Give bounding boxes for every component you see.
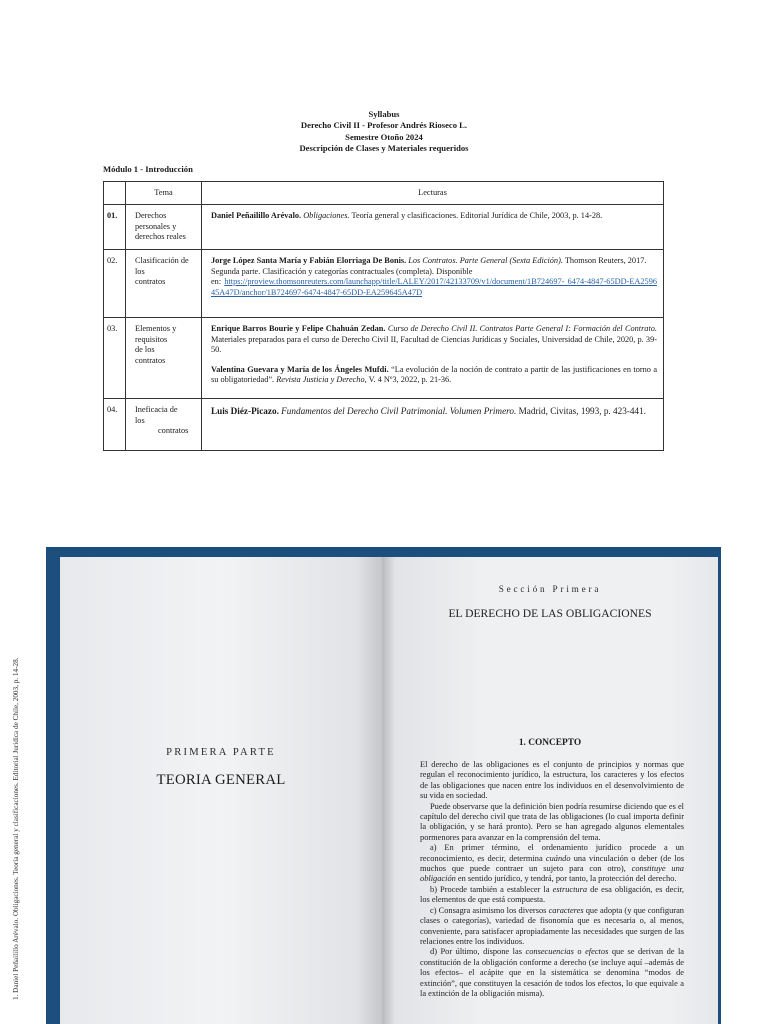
module-title: Módulo 1 - Introducción [103, 164, 193, 174]
row-tema [126, 250, 202, 318]
side-footnote: 1. Daniel Peñailillo Arévalo. Obligaciones. Teoría general y clasificaciones. Editorial Jurídica de Chile, 2003, p. 14-28. [12, 657, 20, 1000]
table-header-row [104, 182, 664, 205]
header-line-2: Derecho Civil II - Profesor Andrés Rioseco L. [300, 120, 468, 131]
book-part-title: TEORIA GENERAL [156, 772, 286, 788]
row-number: 04. [104, 399, 126, 451]
header-line-1: Syllabus [368, 109, 400, 119]
reading-link[interactable]: https://proview.thomsonreuters.com/launchapp/title/LALEY/2017/42133709/v1/document/1B724697- 6474-4847-65DD-EA259645A47D/anchor/1B724697-6474-4847-65DD-EA259645A47D [211, 277, 657, 297]
reading-details: Materiales preparados para el curso de Derecho Civil II, Facultad de Ciencias Jurídicas y Sociales, Universidad de Chile, 2020, p. 39-50. [211, 334, 657, 354]
header-lecturas: Lecturas [202, 182, 664, 205]
tema-line: Ineficacia de [135, 405, 178, 414]
spacer [211, 356, 657, 365]
reading-link-line [211, 277, 657, 298]
reading-author: Enrique Barros Bourie y Felipe Chahuán Zedan. [211, 324, 386, 333]
reading-author: Daniel Peñailillo Arévalo. [211, 211, 302, 220]
row-lecturas [202, 399, 664, 451]
tema-line: contratos [135, 355, 166, 365]
syllabus-table [103, 181, 664, 451]
row-tema [126, 318, 202, 399]
header-tema: Tema [126, 182, 202, 205]
row-lecturas [202, 250, 664, 318]
tema-line: requisitos [135, 334, 168, 344]
book-heading: 1. CONCEPTO [518, 738, 582, 748]
row-lecturas [202, 318, 664, 399]
row-tema [126, 205, 202, 250]
reading-quote: “La evolución de la noción de contrato a partir de las justificaciones en torno a su obligatoriedad”. [211, 364, 658, 384]
book-section-title: EL DERECHO DE LAS OBLIGACIONES [448, 607, 652, 620]
table-row [104, 205, 664, 250]
reading-details: V. 4 Nº3, 2022, p. 21-36. [368, 375, 452, 384]
row-number: 03. [104, 318, 126, 399]
book-paragraph: El derecho de las obligaciones es el conjunto de principios y normas que regulan el reconocimiento jurídico, la estructura, los caracteres y los efectos de las obligaciones que nacen entre los individuos en el desenvolvimiento de su vida en sociedad. [420, 760, 684, 801]
reading-title: Obligaciones. [303, 211, 350, 220]
reading-details: Madrid, Civitas, 1993, p. 423-441. [518, 406, 646, 416]
reading-title: Curso de Derecho Civil II. Contratos Parte General I: Formación del Contrato. [387, 324, 657, 333]
reading-details: Teoría general y clasificaciones. Editorial Jurídica de Chile, 2003, p. 14-28. [351, 211, 603, 220]
reading-title: Revista Justicia y Derecho, [276, 375, 367, 384]
book-paragraph: Puede observarse que la definición bien podría resumirse diciendo que es el capítulo del derecho civil que trata de las obligaciones (lo cual importa definir la obligación, y se hará pronto). Pero se han agregado algunos elementales pormenores para avanzar en la comprensión del tema. [420, 801, 684, 842]
tema-line: los [135, 266, 145, 276]
tema-line: Clasificación de [135, 256, 189, 265]
book-paragraph: c) Consagra asimismo los diversos caracteres que adopta (y que configuran clases o categorías), variedad de fisonomía que es necesaria o, al menos, conveniente, para satisfacer apropiadamente las necesidades que surgen de las relaciones entre los individuos. [420, 905, 684, 946]
tema-line: de los [135, 345, 155, 354]
table-row [104, 318, 664, 399]
row-lecturas [202, 205, 664, 250]
book-left-page [60, 557, 382, 1024]
reading-title: Fundamentos del Derecho Civil Patrimonial. Volumen Primero. [281, 406, 517, 416]
tema-line: derechos reales [135, 232, 186, 241]
tema-line: contratos [135, 277, 166, 286]
book-paragraph: d) Por último, dispone las consecuencias o efectos que se derivan de la constitución de la obligación conforme a derecho (se incluye aquí –además de los efectos– el acápite que en la sistemática se denomina “modos de extinción”, que constituyen la cesación de todos los efectos, lo que equivale a la extinción de la obligación misma). [420, 947, 685, 998]
row-tema [126, 399, 202, 451]
tema-line: los [135, 415, 145, 425]
tema-line: Derechos [135, 211, 167, 220]
book-paragraph: a) En primer término, el ordenamiento jurídico procede a un reconocimiento, es decir, determina cuándo una vinculación o deber (de los muchos que puede contraer un sujeto para con otro), constituye una obligación en sentido jurídico, y tendrá, por tanto, la protección del derecho. [420, 843, 685, 884]
book-scan-image [46, 547, 721, 1024]
book-body-text [420, 760, 684, 999]
reading-en-label: en: [211, 277, 222, 286]
syllabus-header [0, 109, 768, 154]
book-section-label: Sección Primera [498, 584, 602, 594]
reading-author: Luis Diéz-Picazo. [211, 406, 279, 416]
row-number: 01. [104, 205, 126, 250]
reading-author: Jorge López Santa María y Fabián Elorriaga De Bonis. [211, 256, 407, 265]
tema-line: contratos [158, 426, 189, 435]
header-num [104, 182, 126, 205]
reading-title: Los Contratos. Parte General (Sexta Edición). [408, 256, 563, 265]
row-number: 02. [104, 250, 126, 318]
reading-author: Valentina Guevara y María de los Ángeles Mufdi. [211, 364, 389, 374]
tema-line: Elementos y [135, 324, 177, 333]
tema-line: personales y [135, 221, 177, 231]
table-row [104, 399, 664, 451]
book-paragraph: b) Procede también a establecer la estructura de esa obligación, es decir, los elementos de que está compuesta. [420, 884, 684, 905]
book-right-page [382, 557, 718, 1024]
book-part-label: PRIMERA PARTE [166, 747, 276, 758]
header-line-4: Descripción de Clases y Materiales requeridos [299, 142, 469, 153]
reading-part: Segunda parte. Clasificación y categorías contractuales (completa). Disponible [211, 266, 473, 276]
reading-details: Thomson Reuters, 2017. [564, 256, 647, 265]
header-line-3: Semestre Otoño 2024 [345, 131, 423, 142]
table-row [104, 250, 664, 318]
